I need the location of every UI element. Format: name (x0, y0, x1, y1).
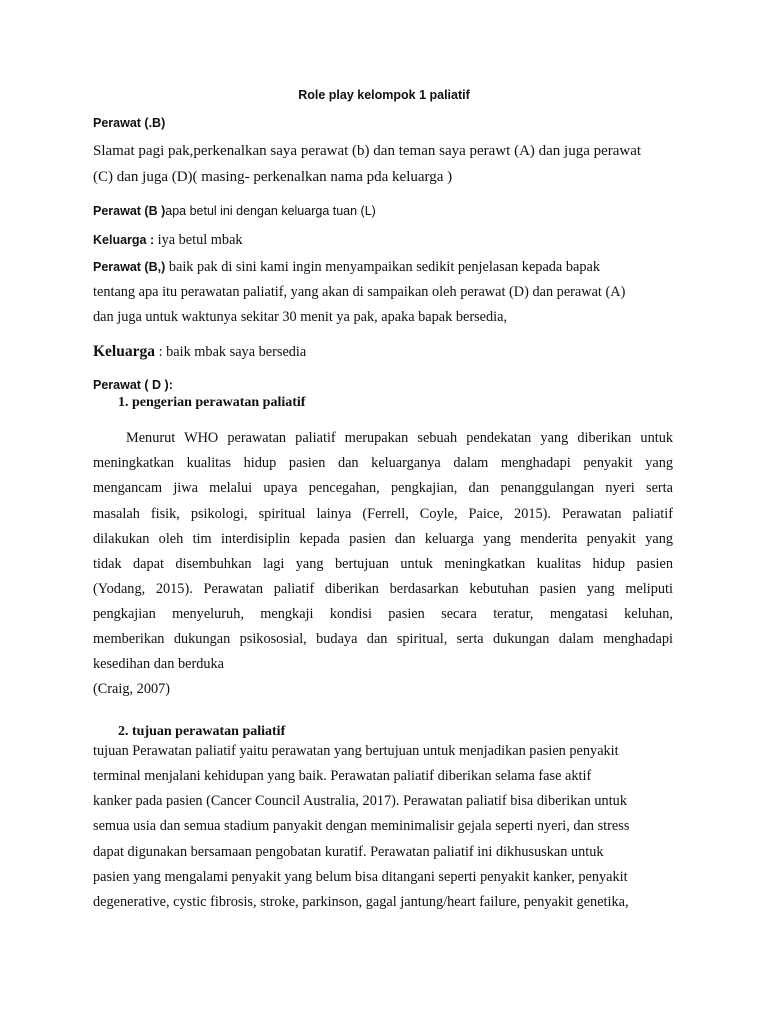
section-1-line: pengkajian menyeluruh, mengkaji kondisi pasien secara teratur, mengatasi keluhan, (93, 606, 673, 622)
speaker-perawat-b: Perawat (.B) (93, 116, 166, 130)
section-2-line: terminal menjalani kehidupan yang baik. Perawatan paliatif diberikan selama fase aktif (93, 768, 592, 784)
dialogue-line: dan juga untuk waktunya sekitar 30 menit ya pak, apaka bapak bersedia, (93, 309, 508, 325)
section-1-line: mengancam jiwa melalui upaya pencegahan, pengkajian, dan penanggulangan nyeri serta (93, 480, 673, 496)
dialogue-line: Slamat pagi pak,perkenalkan saya perawat (b) dan teman saya perawt (A) dan juga perawat (93, 143, 642, 159)
section-1-line: memberikan dukungan psikososial, budaya dan spiritual, serta dukungan dalam menghadapi (93, 631, 673, 647)
section-2-line: tujuan Perawatan paliatif yaitu perawatan yang bertujuan untuk menjadikan pasien penyakit (93, 743, 619, 759)
speaker-keluarga: Keluarga (93, 343, 155, 360)
dialogue-line: (C) dan juga (D)( masing- perkenalkan nama pda keluarga ) (93, 169, 453, 185)
dialogue-line (93, 258, 600, 276)
dialogue-line: tentang apa itu perawatan paliatif, yang akan di sampaikan oleh perawat (D) dan perawat (A) (93, 284, 626, 300)
section-1-line: (Yodang, 2015). Perawatan paliatif diberikan berdasarkan kebutuhan pasien yang meliputi (93, 581, 673, 597)
section-1-line: tidak dapat disembuhkan lagi yang bertujuan untuk meningkatkan kualitas hidup pasien (93, 556, 673, 572)
dialogue-line (93, 231, 243, 249)
section-heading-2: 2. tujuan perawatan paliatif (118, 724, 286, 739)
section-2-line: pasien yang mengalami penyakit yang belum bisa ditangani seperti penyakit kanker, penyakit (93, 869, 628, 885)
speaker-perawat-b: Perawat (B,) (93, 260, 166, 274)
speaker-perawat-b: Perawat (B ) (93, 204, 166, 218)
section-2-line: dapat digunakan bersamaan pengobatan kuratif. Perawatan paliatif ini dikhususkan untuk (93, 844, 604, 860)
dialogue-text: baik pak di sini kami ingin menyampaikan sedikit penjelasan kepada bapak (165, 259, 600, 275)
section-heading-1: 1. pengerian perawatan paliatif (118, 395, 306, 410)
section-2-line: semua usia dan semua stadium panyakit dengan meminimalisir gejala seperti nyeri, dan stress (93, 818, 630, 834)
document-title: Role play kelompok 1 paliatif (298, 88, 470, 102)
dialogue-text: apa betul ini dengan keluarga tuan (165, 204, 361, 218)
citation: (Craig, 2007) (93, 681, 171, 697)
section-1-line: Menurut WHO perawatan paliatif merupakan sebuah pendekatan yang diberikan untuk (126, 430, 673, 446)
speaker-perawat-d: Perawat ( D ): (93, 378, 173, 392)
dialogue-text: iya betul mbak (157, 232, 243, 248)
section-1-line: dilakukan oleh tim interdisiplin kepada pasien dan keluarga yang menderita penyakit yang (93, 531, 673, 547)
section-1-line: masalah fisik, psikologi, spiritual lainya (Ferrell, Coyle, Paice, 2015). Perawatan paliatif (93, 506, 673, 522)
section-1-line: kesedihan dan berduka (93, 656, 225, 672)
dialogue-line (93, 343, 306, 361)
dialogue-line (93, 204, 376, 218)
section-2-line: kanker pada pasien (Cancer Council Australia, 2017). Perawatan paliatif bisa diberikan untuk (93, 793, 627, 809)
speaker-keluarga: Keluarga : (93, 233, 158, 247)
dialogue-text: (L) (360, 204, 376, 218)
section-1-line: meningkatkan kualitas hidup pasien dan keluarganya dalam menghadapi penyakit yang (93, 455, 673, 471)
section-2-line: degenerative, cystic fibrosis, stroke, parkinson, gagal jantung/heart failure, penyakit genetika, (93, 894, 629, 910)
dialogue-text: : baik mbak saya bersedia (155, 344, 307, 360)
